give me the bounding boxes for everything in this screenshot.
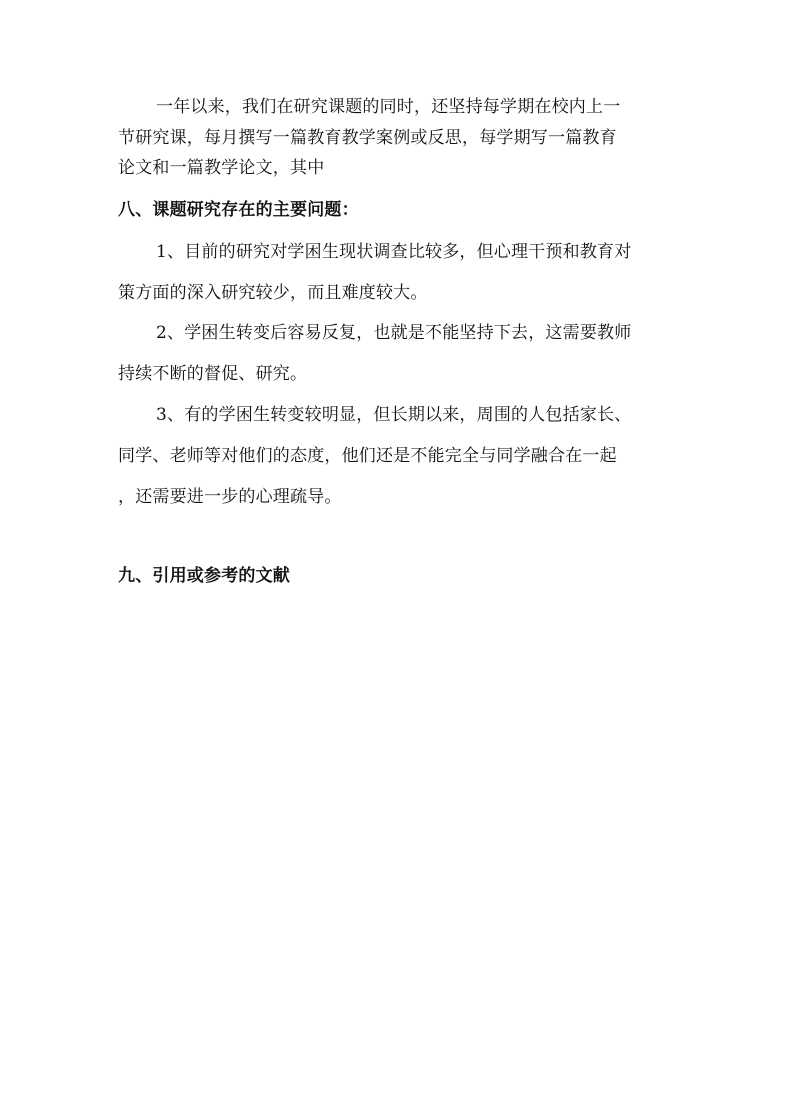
- section-9-heading: 九、引用或参考的文献: [118, 566, 290, 586]
- item-3-line-2: 同学、老师等对他们的态度，他们还是不能完全与同学融合在一起: [118, 446, 617, 466]
- item-2-line-1: 2、学困生转变后容易反复，也就是不能坚持下去，这需要教师: [156, 323, 632, 343]
- intro-line-2: 节研究课，每月撰写一篇教育教学案例或反思，每学期写一篇教育: [118, 128, 617, 148]
- item-1-line-2: 策方面的深入研究较少，而且难度较大。: [118, 283, 428, 303]
- intro-line-1: 一年以来，我们在研究课题的同时，还坚持每学期在校内上一: [156, 97, 621, 117]
- item-2-line-2: 持续不断的督促、研究。: [118, 364, 308, 384]
- item-3-line-1: 3、有的学困生转变较明显，但长期以来，周围的人包括家长、: [156, 405, 632, 425]
- section-8-heading: 八、课题研究存在的主要问题：: [118, 200, 359, 220]
- intro-line-3: 论文和一篇教学论文，其中: [118, 158, 325, 178]
- item-3-line-3: ，还需要进一步的心理疏导。: [118, 487, 342, 507]
- item-1-line-1: 1、目前的研究对学困生现状调查比较多，但心理干预和教育对: [156, 242, 632, 262]
